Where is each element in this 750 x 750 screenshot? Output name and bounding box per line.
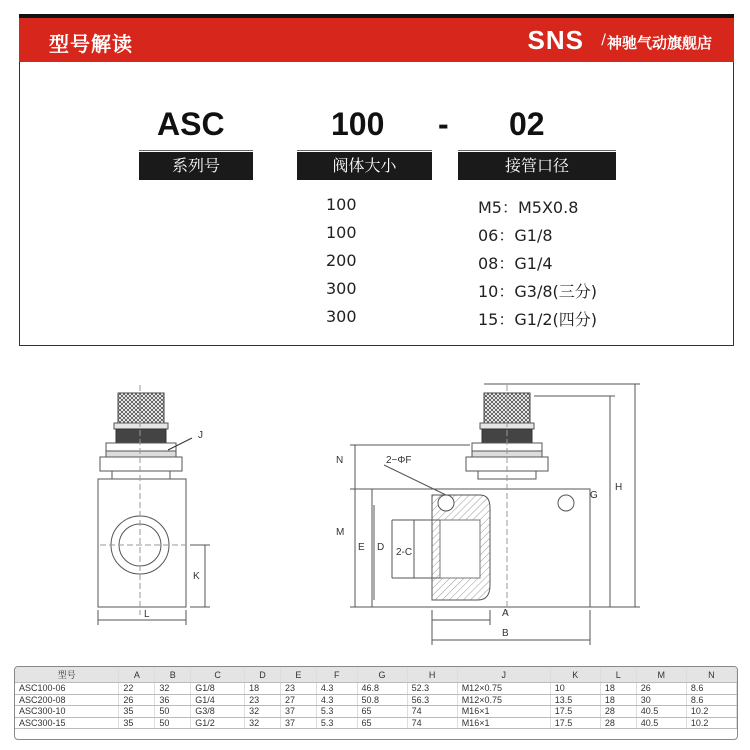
- table-cell: 50.8: [357, 694, 407, 706]
- size-option: 300: [326, 307, 357, 326]
- dim-label-c: 2-C: [396, 547, 413, 558]
- table-cell: 26: [636, 683, 686, 695]
- table-cell: 22: [119, 683, 155, 695]
- col-header: E: [280, 667, 316, 683]
- size-option: 100: [326, 223, 357, 242]
- spec-header-row: [15, 667, 737, 683]
- table-cell: 46.8: [357, 683, 407, 695]
- table-cell: 5.3: [316, 717, 357, 729]
- table-cell: G3/8: [191, 706, 245, 718]
- table-cell: 37: [280, 706, 316, 718]
- dim-label-phi-f: 2−ΦF: [386, 455, 412, 466]
- col-header: F: [316, 667, 357, 683]
- table-cell: 35: [119, 717, 155, 729]
- port-option: 15：G1/2(四分): [478, 310, 597, 329]
- table-cell: M16×1: [457, 706, 550, 718]
- dim-label-h: H: [615, 482, 623, 493]
- banner-separator: /: [601, 32, 606, 48]
- table-cell: 32: [245, 717, 281, 729]
- size-option: 300: [326, 279, 357, 298]
- table-cell: G1/4: [191, 694, 245, 706]
- col-header: 型号: [15, 667, 119, 683]
- port-option: 06：G1/8: [478, 226, 553, 245]
- table-cell: M16×1: [457, 717, 550, 729]
- size-code: 100: [331, 106, 385, 142]
- dim-label-m: M: [336, 527, 345, 538]
- brand-logo: SNS: [527, 25, 584, 55]
- banner-title: 型号解读: [49, 32, 133, 56]
- table-cell: 8.6: [686, 683, 736, 695]
- table-cell: 4.3: [316, 683, 357, 695]
- table-cell: 17.5: [550, 717, 600, 729]
- series-label: 系列号: [139, 152, 253, 180]
- table-cell: 23: [245, 694, 281, 706]
- table-cell: G1/2: [191, 717, 245, 729]
- port-code: 02: [509, 106, 545, 142]
- table-cell: ASC300-10: [15, 706, 119, 718]
- table-cell: ASC200-08: [15, 694, 119, 706]
- model-decode-card: [19, 62, 734, 346]
- table-cell: 36: [155, 694, 191, 706]
- table-cell: 74: [407, 706, 457, 718]
- dim-label-g: G: [590, 490, 598, 501]
- col-header: G: [357, 667, 407, 683]
- table-row: [15, 683, 737, 695]
- front-view: [98, 385, 210, 625]
- dim-label-l: L: [144, 609, 150, 620]
- col-header: B: [155, 667, 191, 683]
- table-cell: 10.2: [686, 706, 736, 718]
- port-underline: [458, 150, 616, 151]
- header-banner: [19, 18, 734, 62]
- table-cell: 56.3: [407, 694, 457, 706]
- dim-label-a: A: [502, 608, 509, 619]
- side-view: [350, 384, 640, 645]
- table-cell: 10.2: [686, 717, 736, 729]
- col-header: K: [550, 667, 600, 683]
- table-cell: 30: [636, 694, 686, 706]
- table-cell: 37: [280, 717, 316, 729]
- table-cell: 8.6: [686, 694, 736, 706]
- dash: -: [438, 106, 449, 142]
- table-cell: 18: [245, 683, 281, 695]
- table-cell: 52.3: [407, 683, 457, 695]
- col-header: M: [636, 667, 686, 683]
- table-cell: ASC100-06: [15, 683, 119, 695]
- table-cell: 23: [280, 683, 316, 695]
- dim-label-j: J: [198, 430, 203, 441]
- dim-label-b: B: [502, 628, 509, 639]
- col-header: A: [119, 667, 155, 683]
- table-cell: 18: [600, 683, 636, 695]
- table-cell: 17.5: [550, 706, 600, 718]
- dimension-drawing: [0, 370, 750, 660]
- table-cell: ASC300-15: [15, 717, 119, 729]
- table-cell: 50: [155, 706, 191, 718]
- table-cell: M12×0.75: [457, 694, 550, 706]
- table-cell: 32: [155, 683, 191, 695]
- series-underline: [139, 150, 253, 151]
- table-cell: 40.5: [636, 706, 686, 718]
- table-cell: 65: [357, 706, 407, 718]
- table-cell: 4.3: [316, 694, 357, 706]
- port-option: M5：M5X0.8: [478, 198, 579, 217]
- table-cell: 28: [600, 717, 636, 729]
- table-cell: M12×0.75: [457, 683, 550, 695]
- col-header: J: [457, 667, 550, 683]
- table-cell: 10: [550, 683, 600, 695]
- table-cell: 50: [155, 717, 191, 729]
- table-cell: 26: [119, 694, 155, 706]
- size-underline: [297, 150, 432, 151]
- spec-table: [14, 666, 738, 740]
- col-header: L: [600, 667, 636, 683]
- table-row: [15, 706, 737, 718]
- size-label: 阀体大小: [297, 152, 432, 180]
- col-header: C: [191, 667, 245, 683]
- table-cell: 18: [600, 694, 636, 706]
- table-cell: 40.5: [636, 717, 686, 729]
- table-cell: 28: [600, 706, 636, 718]
- dim-label-d: D: [377, 542, 385, 553]
- col-header: N: [686, 667, 736, 683]
- table-cell: 35: [119, 706, 155, 718]
- table-cell: 5.3: [316, 706, 357, 718]
- table-cell: 27: [280, 694, 316, 706]
- port-option: 08：G1/4: [478, 254, 553, 273]
- dim-label-k: K: [193, 571, 200, 582]
- table-row: [15, 694, 737, 706]
- dim-label-e: E: [358, 542, 365, 553]
- table-row: [15, 717, 737, 729]
- table-cell: 13.5: [550, 694, 600, 706]
- col-header: D: [245, 667, 281, 683]
- port-option: 10：G3/8(三分): [478, 282, 597, 301]
- size-option: 200: [326, 251, 357, 270]
- series-code: ASC: [157, 106, 225, 142]
- size-option: 100: [326, 195, 357, 214]
- table-cell: 32: [245, 706, 281, 718]
- shop-name: 神驰气动旗舰店: [606, 34, 712, 52]
- table-cell: 74: [407, 717, 457, 729]
- port-label: 接管口径: [458, 152, 616, 180]
- col-header: H: [407, 667, 457, 683]
- table-cell: 65: [357, 717, 407, 729]
- dim-label-n: N: [336, 455, 344, 466]
- table-cell: G1/8: [191, 683, 245, 695]
